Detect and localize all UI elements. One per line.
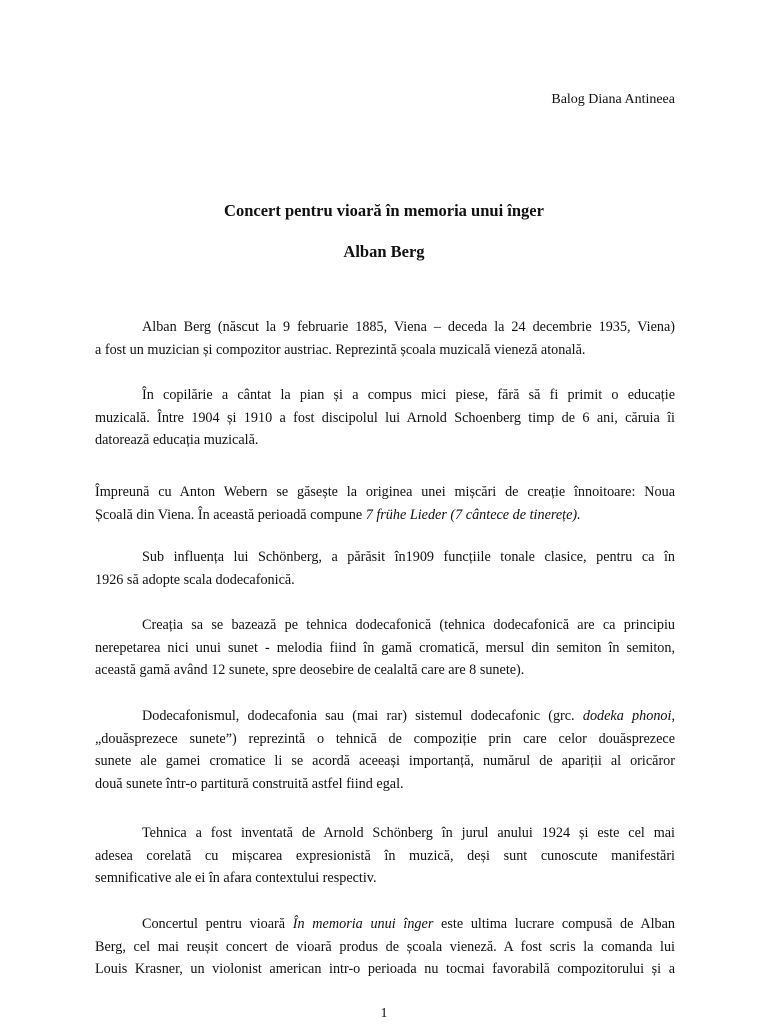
- document-title: Concert pentru vioară în memoria unui înger: [224, 201, 544, 220]
- term-italic: dodeka phonoi: [582, 708, 672, 724]
- text-line: datorează educația muzicală.: [95, 432, 259, 448]
- work-title-italic: 7 frühe Lieder (7 cântece de tinerețe).: [365, 506, 581, 523]
- text-line: adesea corelată cu mișcarea expresionistă în muzică, deși sunt cunoscute manifestări: [95, 847, 675, 864]
- paragraph-2: [95, 384, 675, 452]
- text-run: este ultima lucrare compusă de Alban: [433, 916, 675, 932]
- text-line: [95, 705, 675, 728]
- text-line: [95, 504, 675, 527]
- text-run: Concertul pentru vioară: [142, 916, 293, 932]
- paragraph-1: [95, 316, 675, 361]
- text-line: a fost un muzician și compozitor austriac. Reprezintă școala muzicală vieneză atonală.: [95, 341, 586, 358]
- paragraph-6: [95, 705, 675, 795]
- text-line: Împreună cu Anton Webern se găsește la originea unei mișcări de creație înnoitoare: Noua: [95, 484, 675, 500]
- text-line: Tehnica a fost inventată de Arnold Schönberg în jurul anului 1924 și este cel mai: [142, 825, 675, 841]
- text-line: [95, 913, 675, 936]
- paragraph-7: [95, 822, 675, 890]
- text-line: În copilărie a cântat la pian și a compus mici piese, fără să fi primit o educație: [142, 387, 675, 403]
- text-line: această gamă având 12 sunete, spre deosebire de cealaltă care are 8 sunete).: [95, 662, 525, 678]
- paragraph-8: [95, 913, 675, 981]
- paragraph-3: [95, 481, 675, 526]
- text-line: două sunete într-o partitură construită astfel fiind egal.: [95, 775, 404, 792]
- text-line: Berg, cel mai reușit concert de vioară produs de școala vieneză. A fost scris la comanda lui: [95, 938, 675, 955]
- text-line: nerepetarea nici unui sunet - melodia fiind în gamă cromatică, mersul din semiton în semiton,: [95, 639, 675, 656]
- document-subtitle: Alban Berg: [343, 242, 425, 261]
- work-title-italic: În memoria unui înger: [292, 916, 434, 932]
- paragraph-4: [95, 546, 675, 591]
- text-line: Sub influența lui Schönberg, a părăsit în1909 funcțiile tonale clasice, pentru ca în: [142, 549, 675, 565]
- text-line: Creația sa se bazează pe tehnica dodecafonică (tehnica dodecafonică are ca principiu: [142, 617, 675, 633]
- text-line: 1926 să adopte scala dodecafonică.: [95, 571, 295, 588]
- text-line: semnificative ale ei în afara contextului respectiv.: [95, 870, 377, 886]
- paragraph-5: [95, 614, 675, 682]
- page-number: 1: [380, 1006, 388, 1021]
- text-run: Dodecafonismul, dodecafonia sau (mai rar) sistemul dodecafonic (grc.: [142, 708, 583, 724]
- author-name: Balog Diana Antineea: [551, 92, 675, 107]
- text-line: Louis Krasner, un violonist american intr-o perioada nu tocmai favorabilă compozitorului și a: [95, 961, 675, 977]
- text-line: „douăsprezece sunete”) reprezintă o tehnică de compoziție prin care celor douăsprezece: [95, 730, 675, 747]
- text-line: sunete ale gamei cromatice li se acordă aceeași importanță, numărul de apariții al oricăror: [95, 753, 675, 769]
- text-line: Alban Berg (născut la 9 februarie 1885, Viena – deceda la 24 decembrie 1935, Viena): [142, 319, 675, 335]
- text-run: Școală din Viena. În această perioadă compune: [95, 506, 366, 523]
- text-run: ,: [671, 708, 675, 724]
- text-line: muzicală. Între 1904 și 1910 a fost discipolul lui Arnold Schoenberg timp de 6 ani, căruia îi: [95, 409, 675, 426]
